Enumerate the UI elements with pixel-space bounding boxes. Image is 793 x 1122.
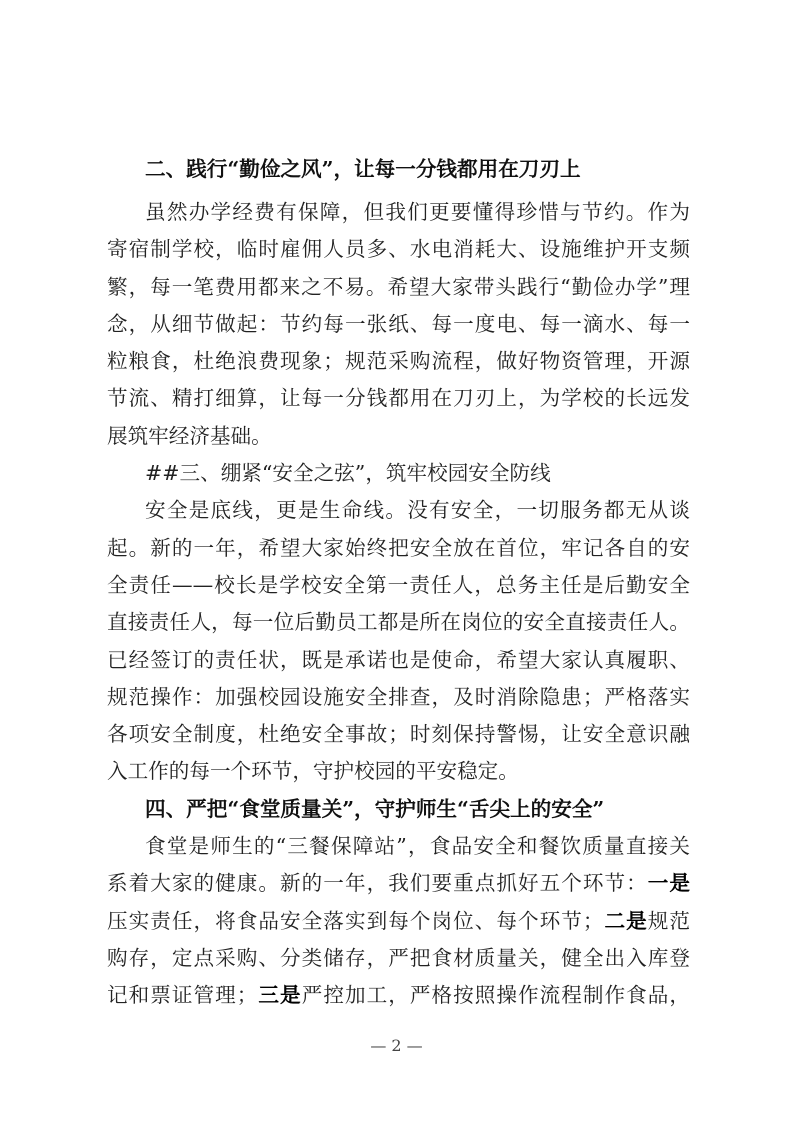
text-line: [107, 977, 690, 1014]
text-line: 各项安全制度，杜绝安全事故；时刻保持警惕，让安全意识融: [107, 722, 690, 747]
paragraph-canteen: [107, 828, 690, 1014]
page-number: — 2 —: [370, 1036, 423, 1055]
text-line: 粒粮食，杜绝浪费现象；规范采购流程，做好物资管理，开源: [107, 349, 690, 374]
text-line: [107, 903, 690, 940]
text-run: 规范: [647, 908, 691, 933]
section-heading-3: ##三、绷紧“安全之弦”，筑牢校园安全防线: [145, 461, 551, 486]
paragraph-safety: [107, 492, 690, 790]
text-run: 系着大家的健康。新的一年，我们要重点抓好五个环节：: [107, 871, 648, 896]
text-line: 入工作的每一个环节，守护校园的平安稳定。: [107, 759, 519, 784]
text-run: 严控加工，严格按照操作流程制作食品，: [301, 983, 691, 1008]
paragraph-frugality: [107, 194, 690, 455]
bold-run: 三是: [257, 983, 302, 1008]
text-line: 繁，每一笔费用都来之不易。希望大家带头践行“勤俭办学”理: [107, 274, 690, 299]
bold-run: 二是: [603, 908, 648, 933]
bold-run: 一是: [647, 871, 691, 896]
text-line: 已经签订的责任状，既是承诺也是使命，希望大家认真履职、: [107, 647, 690, 672]
text-run: 记和票证管理；: [107, 983, 258, 1008]
text-line: [107, 865, 690, 902]
text-line: 全责任——校长是学校安全第一责任人，总务主任是后勤安全: [107, 572, 690, 597]
text-line: 起。新的一年，希望大家始终把安全放在首位，牢记各自的安: [107, 535, 690, 560]
section-heading-4: 四、严把“食堂质量关”，守护师生“舌尖上的安全”: [145, 796, 605, 821]
text-line: 寄宿制学校，临时雇佣人员多、水电消耗大、设施维护开支频: [107, 237, 690, 262]
text-line: 规范操作：加强校园设施安全排查，及时消除隐患；严格落实: [107, 684, 690, 709]
text-line: 购存，定点采购、分类储存，严把食材质量关，健全出入库登: [107, 945, 690, 970]
text-line: 节流、精打细算，让每一分钱都用在刀刃上，为学校的长远发: [107, 386, 690, 411]
text-line: 直接责任人，每一位后勤员工都是所在岗位的安全直接责任人。: [107, 610, 690, 635]
text-line: 展筑牢经济基础。: [107, 423, 272, 448]
text-run: 压实责任，将食品安全落实到每个岗位、每个环节；: [107, 908, 604, 933]
text-line: 念，从细节做起：节约每一张纸、每一度电、每一滴水、每一: [107, 311, 690, 336]
text-line: 食堂是师生的“三餐保障站”，食品安全和餐饮质量直接关: [145, 834, 690, 859]
document-body: [107, 151, 690, 1015]
section-heading-2: 二、践行“勤俭之风”，让每一分钱都用在刀刃上: [145, 157, 581, 181]
text-line: 安全是底线，更是生命线。没有安全，一切服务都无从谈: [145, 498, 690, 523]
text-line: 虽然办学经费有保障，但我们更要懂得珍惜与节约。作为: [145, 200, 690, 224]
